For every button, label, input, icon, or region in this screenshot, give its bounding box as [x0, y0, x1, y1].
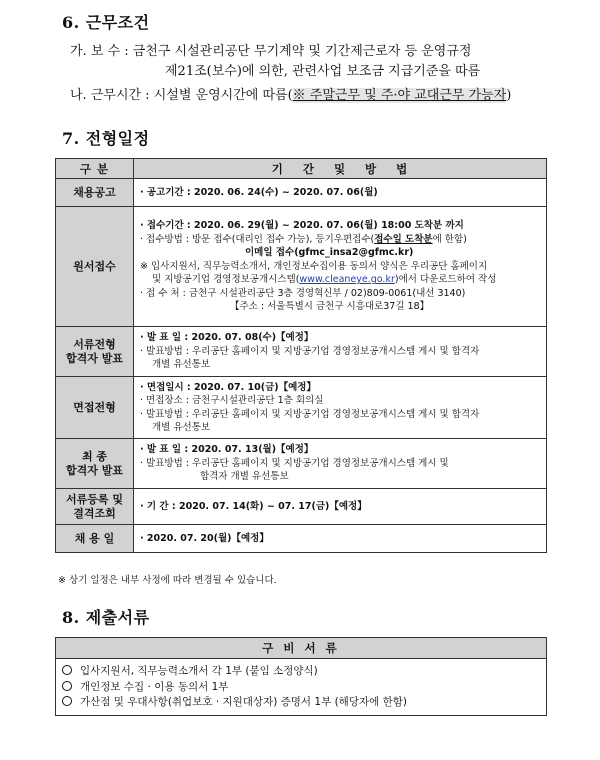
detail-line: · 면접장소 : 금천구시설관리공단 1층 회의실	[140, 395, 324, 406]
detail-line: · 2020. 07. 20(월)【예정】	[140, 532, 269, 544]
list-item-text: 가산점 및 우대사항(취업보호 · 지원대상자) 증명서 1부 (해당자에 한함)	[80, 696, 407, 708]
detail-text: · 접수방법 : 방문 접수(대리인 접수 가능), 등기우편접수(	[140, 233, 375, 245]
cleaneye-link[interactable]: www.cleaneye.go.kr	[299, 274, 395, 286]
list-item	[62, 695, 540, 711]
detail-line: · 공고기간 : 2020. 06. 24(수) ~ 2020. 07. 06(월)	[140, 186, 378, 198]
section-8-title: 8. 제출서류	[62, 608, 150, 627]
detail-line: 개별 유선통보	[152, 422, 211, 433]
detail-line: · 기 간 : 2020. 07. 14(화) ~ 07. 17(금)【예정】	[140, 500, 367, 512]
table-row-final-announcement	[56, 439, 547, 489]
detail-cell	[134, 207, 547, 327]
documents-cell	[56, 659, 547, 716]
category-line: 서류등록 및	[66, 492, 123, 506]
table-row-interview	[56, 377, 547, 439]
table-row-hire-date	[56, 525, 547, 553]
category-line: 서류전형	[73, 337, 116, 351]
category-cell	[56, 439, 134, 489]
circle-bullet-icon	[62, 681, 72, 691]
detail-text: )에서 다운로드하여 작성	[394, 274, 497, 286]
category-cell	[56, 489, 134, 525]
header-period: 기 간 및 방 법	[134, 159, 547, 179]
detail-line: · 발 표 일 : 2020. 07. 08(수)【예정】	[140, 332, 314, 344]
pay-text-line1: 금천구 시설관리공단 무기계약 및 기간제근로자 등 운영규정	[132, 44, 472, 59]
circle-bullet-icon	[62, 665, 72, 675]
table-row-recruit-notice	[56, 179, 547, 207]
table-row-application	[56, 207, 547, 327]
detail-line: 합격자 개별 유선통보	[200, 471, 289, 483]
list-item-text: 입사지원서, 직무능력소개서 각 1부 (붙임 소정양식)	[80, 665, 318, 677]
detail-cell	[134, 525, 547, 553]
category-cell: 채용공고	[56, 179, 134, 207]
category-line: 합격자 발표	[66, 463, 123, 477]
detail-line	[140, 273, 540, 287]
hours-condition	[70, 84, 511, 103]
circle-bullet-icon	[62, 696, 72, 706]
schedule-table	[55, 158, 547, 553]
detail-text: 및 지방공기업 경영정보공개시스템(	[152, 274, 300, 286]
pay-condition	[70, 40, 471, 59]
hours-label: 나. 근무시간 :	[70, 88, 150, 103]
section-7-title: 7. 전형일정	[62, 129, 150, 148]
schedule-note: ※ 상기 일정은 내부 사정에 따라 변경될 수 있습니다.	[58, 575, 277, 586]
table-row-registration	[56, 489, 547, 525]
category-line: 합격자 발표	[66, 351, 123, 365]
list-item-text: 개인정보 수집 · 이용 동의서 1부	[80, 680, 229, 693]
detail-line: · 발표방법 : 우리공단 홈페이지 및 지방공기업 경영정보공개시스템 게시 및 합격자	[140, 345, 480, 357]
hours-close: )	[506, 88, 512, 103]
list-item	[62, 664, 540, 680]
hours-text: 시설별 운영시간에 따름(	[153, 88, 293, 103]
pay-label: 가. 보 수 :	[70, 44, 129, 59]
hours-note: ※ 주말근무 및 주·야 교대근무 가능자	[292, 88, 507, 103]
detail-cell	[134, 179, 547, 207]
category-line: 최 종	[81, 449, 108, 463]
detail-line	[140, 233, 540, 247]
table-row-document-screening	[56, 327, 547, 377]
section-6-title: 6. 근무조건	[62, 13, 150, 32]
documents-row	[56, 659, 547, 716]
category-cell	[56, 327, 134, 377]
detail-cell	[134, 439, 547, 489]
category-line: 결격조회	[73, 506, 116, 520]
detail-line: 【주소 : 서울특별시 금천구 시흥대로37길 18】	[230, 301, 430, 313]
category-cell: 원서접수	[56, 207, 134, 327]
detail-cell	[134, 489, 547, 525]
detail-emphasis: 접수일 도착분	[374, 233, 433, 245]
pay-text-line2: 제21조(보수)에 의한, 관련사업 보조금 지급기준을 따름	[165, 64, 481, 79]
detail-line: 개별 유선통보	[152, 359, 211, 371]
detail-line: · 발 표 일 : 2020. 07. 13(월)【예정】	[140, 444, 314, 456]
schedule-header-row	[56, 159, 547, 179]
documents-header: 구 비 서 류	[56, 638, 547, 659]
detail-cell	[134, 377, 547, 439]
detail-line: · 접수기간 : 2020. 06. 29(월) ~ 2020. 07. 06(월) 18:00 도착분 까지	[140, 220, 464, 232]
detail-line: ※ 입사지원서, 직무능력소개서, 개인정보수집이용 동의서 양식은 우리공단 홈페이지	[140, 260, 488, 272]
detail-line: · 면접일시 : 2020. 07. 10(금)【예정】	[140, 381, 316, 393]
documents-header-row	[56, 638, 547, 659]
category-cell: 면접전형	[56, 377, 134, 439]
detail-line: · 발표방법 : 우리공단 홈페이지 및 지방공기업 경영정보공개시스템 게시 및 합격자	[140, 408, 480, 420]
detail-line: 이메일 접수(gfmc_insa2@gfmc.kr)	[245, 247, 414, 259]
detail-cell	[134, 327, 547, 377]
detail-text: 에 한함)	[432, 233, 467, 245]
detail-line: · 발표방법 : 우리공단 홈페이지 및 지방공기업 경영정보공개시스템 게시 및	[140, 457, 449, 469]
documents-table	[55, 637, 547, 716]
category-cell: 채 용 일	[56, 525, 134, 553]
detail-line: · 접 수 처 : 금천구 시설관리공단 3층 경영혁신부 / 02)809-0061(내선 3140)	[140, 287, 466, 299]
header-category: 구 분	[56, 159, 134, 179]
list-item	[62, 680, 540, 696]
